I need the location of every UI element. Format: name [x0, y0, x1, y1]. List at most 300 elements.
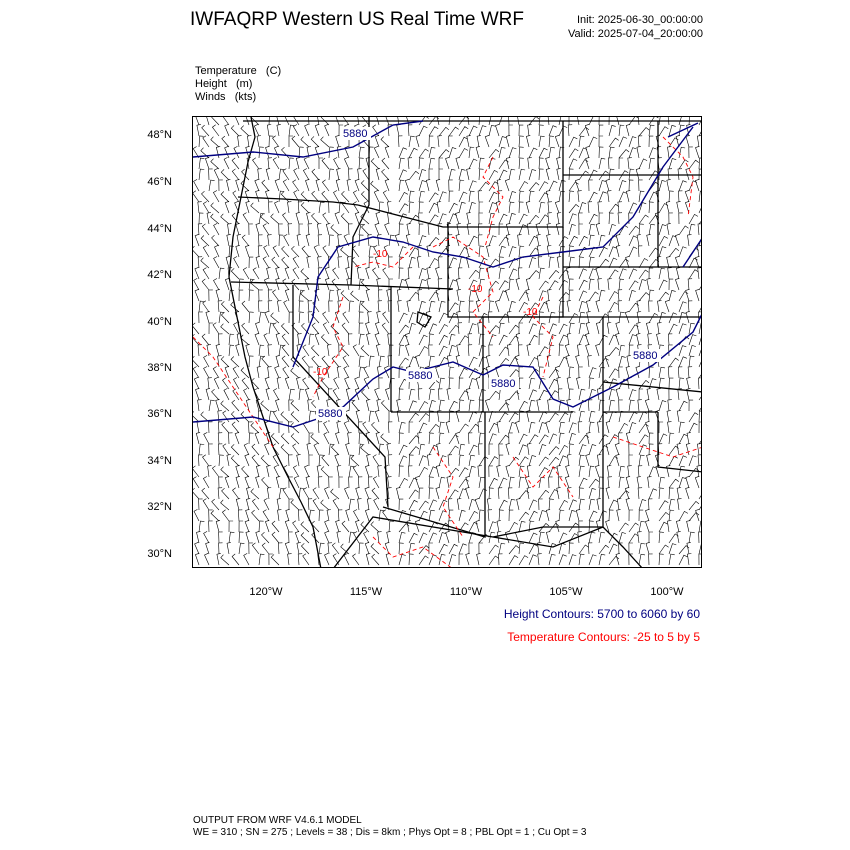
wind-barb: [357, 268, 361, 280]
wind-barb: [342, 323, 349, 334]
wind-barb: [243, 268, 249, 280]
wind-barb: [409, 323, 416, 334]
wind-barb: [265, 443, 270, 455]
wind-barb: [667, 179, 671, 191]
wind-barb: [283, 279, 289, 290]
wind-barb: [409, 357, 417, 367]
wind-barb: [353, 202, 359, 214]
wind-barb: [649, 192, 657, 202]
wind-barb: [449, 180, 453, 191]
wind-barb: [669, 159, 676, 170]
wind-barb: [479, 510, 484, 521]
wind-barb: [616, 454, 620, 466]
wind-barb: [499, 214, 507, 224]
wind-barb: [619, 411, 625, 422]
wind-barb: [527, 224, 531, 236]
wind-barb: [208, 466, 212, 477]
wind-barb: [519, 556, 528, 565]
wind-barb: [252, 444, 259, 455]
wind-barb: [212, 125, 219, 136]
wind-barb: [205, 553, 210, 565]
wind-barb: [439, 301, 445, 312]
wind-barb: [459, 180, 464, 191]
wind-barb: [679, 312, 686, 323]
wind-barb: [281, 191, 289, 202]
wind-barb: [557, 377, 561, 389]
wind-barb: [509, 522, 518, 532]
wind-barb: [418, 433, 422, 444]
wind-barb: [529, 511, 538, 521]
wind-barb: [306, 234, 310, 246]
wind-barb: [429, 477, 434, 488]
wind-barb: [606, 443, 610, 455]
wind-barb: [209, 323, 213, 334]
wind-barb: [209, 180, 215, 191]
wind-barb: [519, 445, 527, 455]
wind-barb: [225, 201, 229, 213]
wind-barb: [349, 224, 353, 235]
wind-barb: [488, 510, 492, 521]
wind-barb: [362, 389, 370, 400]
wind-barb: [675, 234, 679, 246]
wind-barb: [429, 334, 434, 345]
wind-barb: [575, 179, 579, 191]
wind-barb: [257, 367, 261, 379]
wind-barb: [459, 424, 469, 433]
wind-barb: [447, 388, 451, 400]
wind-barb: [579, 488, 584, 499]
wind-barb: [259, 312, 265, 323]
wind-barb: [557, 213, 561, 225]
wind-barb: [314, 443, 319, 455]
wind-barb: [285, 289, 289, 301]
wind-barb: [291, 412, 299, 423]
wind-barb: [397, 290, 401, 302]
wind-barb: [436, 179, 440, 191]
wind-barb: [245, 245, 249, 257]
wind-barb: [499, 147, 505, 158]
wind-barb: [249, 290, 254, 301]
wind-barb: [336, 432, 340, 444]
wind-barb: [639, 500, 646, 511]
wind-barb: [293, 125, 299, 137]
wind-barb: [212, 499, 219, 510]
wind-barb: [699, 323, 702, 334]
wind-barb: [529, 533, 537, 543]
wind-barb: [232, 158, 239, 169]
wind-barb: [365, 509, 369, 521]
wind-barb: [203, 268, 209, 279]
wind-barb: [317, 224, 321, 236]
wind-barb: [506, 465, 510, 477]
wind-barb: [259, 521, 264, 532]
wind-barb: [629, 510, 633, 521]
wind-barb: [537, 399, 541, 411]
wind-barb: [407, 223, 411, 235]
wind-barb: [529, 215, 539, 224]
wind-barb: [517, 498, 521, 510]
wind-barb: [548, 400, 552, 411]
wind-barb: [567, 455, 571, 467]
wind-barb: [675, 256, 679, 268]
wind-barb: [236, 344, 240, 356]
wind-barb: [677, 201, 681, 213]
wind-barb: [527, 444, 531, 456]
wind-barb: [399, 499, 403, 510]
wind-barb: [455, 212, 459, 224]
wind-barb: [319, 543, 325, 554]
wind-barb: [506, 234, 510, 246]
wind-barb: [429, 356, 435, 367]
wind-barb: [659, 204, 668, 214]
wind-barb: [236, 223, 240, 235]
wind-barb: [353, 191, 359, 203]
wind-barb: [243, 213, 249, 224]
wind-barb: [679, 324, 687, 334]
wind-barb: [348, 433, 352, 444]
wind-barb: [669, 554, 675, 565]
wind-barb: [199, 169, 204, 180]
wind-barb: [429, 169, 433, 180]
wind-barb: [576, 509, 580, 521]
wind-barb: [689, 214, 698, 224]
wind-barb: [669, 488, 674, 499]
wind-barb: [203, 455, 210, 466]
wind-barb: [231, 357, 239, 368]
wind-barb: [409, 389, 415, 400]
wind-barb: [375, 223, 379, 235]
wind-barb: [267, 267, 271, 279]
wind-barb: [399, 456, 407, 466]
wind-barb: [362, 224, 370, 235]
wind-barb: [285, 542, 289, 554]
wind-barb: [322, 191, 329, 202]
wind-barb: [567, 300, 571, 312]
wind-barb: [636, 168, 640, 180]
wind-barb: [596, 300, 600, 312]
wind-barb: [261, 455, 269, 466]
wind-barb: [649, 136, 653, 147]
wind-barb: [419, 444, 425, 455]
wind-barb: [343, 356, 349, 367]
wind-barb: [518, 345, 522, 356]
wind-barb: [324, 432, 329, 444]
wind-barb: [649, 489, 657, 499]
wind-barb: [469, 445, 477, 455]
wind-barb: [388, 422, 392, 433]
wind-barb: [457, 223, 461, 235]
wind-barb: [297, 454, 301, 466]
wind-barb: [438, 136, 442, 147]
wind-barb: [699, 346, 702, 356]
wind-barb: [319, 158, 323, 169]
wind-barb: [659, 225, 666, 236]
wind-barb: [419, 170, 426, 181]
wind-barb: [419, 546, 429, 554]
lat-label: 48°N: [147, 129, 172, 141]
wind-barb: [265, 311, 269, 323]
wind-barb: [419, 149, 429, 158]
wind-barb: [549, 147, 555, 158]
wind-barb: [259, 554, 264, 565]
wind-barb: [242, 466, 249, 477]
wind-barb: [499, 257, 504, 268]
wind-barb: [273, 323, 279, 334]
wind-barb: [227, 454, 231, 466]
wind-barb: [529, 456, 536, 467]
wind-barb: [338, 235, 342, 246]
wind-barb: [436, 366, 440, 378]
wind-barb: [609, 138, 619, 147]
wind-barb: [529, 358, 538, 368]
wind-barb: [289, 455, 293, 466]
wind-barb: [218, 488, 222, 499]
wind-barb: [276, 267, 280, 279]
wind-barb: [361, 279, 369, 290]
wind-barb: [193, 367, 199, 379]
wind-barb: [335, 333, 339, 345]
wind-barb: [569, 444, 574, 455]
valid-time: Valid: 2025-07-04_20:00:00: [568, 28, 703, 40]
wind-barb: [303, 169, 309, 181]
wind-barb: [273, 158, 279, 170]
wind-barb: [261, 401, 269, 411]
wind-barb: [198, 400, 202, 411]
wind-barb: [466, 487, 470, 499]
wind-barb: [529, 400, 535, 411]
wind-barb: [236, 179, 240, 191]
wind-barb: [519, 512, 529, 521]
wind-barb: [291, 500, 299, 510]
wind-barb: [409, 447, 419, 456]
wind-barb: [686, 135, 690, 147]
wind-barb: [218, 301, 222, 312]
wind-barb: [599, 367, 605, 378]
wind-barb: [439, 511, 447, 521]
wind-barb: [607, 323, 611, 335]
wind-barb: [368, 312, 372, 323]
wind-barb: [699, 191, 702, 202]
wind-barb: [679, 226, 689, 235]
wind-barb: [359, 543, 364, 554]
wind-barb: [368, 477, 372, 488]
wind-barb: [689, 335, 696, 345]
wind-barb: [285, 267, 289, 279]
wind-barb: [689, 224, 695, 235]
wind-barb: [309, 455, 313, 466]
wind-barb: [376, 344, 380, 356]
wind-barb: [579, 136, 584, 147]
wind-barb: [218, 422, 222, 433]
wind-barb: [616, 553, 620, 565]
wind-barb: [489, 170, 498, 180]
wind-barb: [637, 235, 641, 247]
wind-barb: [589, 214, 598, 224]
wind-barb: [669, 279, 673, 290]
wind-barb: [519, 466, 524, 477]
wind-barb: [649, 313, 658, 323]
wind-barb: [489, 457, 498, 466]
wind-barb: [235, 117, 239, 125]
wind-barb: [353, 345, 359, 356]
wind-barb: [397, 124, 401, 136]
wind-barb: [221, 401, 229, 411]
wind-barb: [409, 292, 419, 301]
wind-barb: [596, 267, 600, 279]
wind-barb: [678, 367, 682, 378]
wind-barb: [559, 456, 567, 466]
wind-barb: [677, 444, 681, 456]
wind-barb: [284, 234, 289, 246]
wind-barb: [315, 124, 319, 136]
wind-barb: [546, 300, 550, 312]
wind-barb: [467, 388, 471, 400]
wind-barb: [648, 499, 652, 510]
wind-barb: [262, 180, 269, 191]
wind-barb: [559, 292, 569, 301]
wind-barb: [569, 214, 577, 224]
wind-barb: [419, 269, 426, 280]
wind-barb: [314, 245, 319, 257]
wind-barb: [539, 158, 544, 169]
wind-barb: [232, 400, 239, 411]
wind-barb: [325, 124, 329, 136]
wind-barb: [479, 202, 483, 213]
wind-barb: [418, 389, 422, 400]
wind-barb: [313, 499, 319, 510]
wind-barb: [679, 401, 688, 411]
wind-barb: [476, 377, 480, 389]
wind-barb: [282, 356, 289, 367]
wind-barb: [497, 465, 501, 477]
wind-barb: [569, 389, 574, 400]
wind-barb: [223, 444, 229, 455]
wind-barb: [371, 181, 379, 191]
wind-barb: [579, 478, 587, 488]
wind-barb: [268, 367, 272, 378]
wind-barb: [322, 455, 329, 466]
lat-label: 34°N: [147, 455, 172, 467]
wind-barb: [214, 279, 220, 291]
wind-barb: [559, 324, 567, 334]
wind-barb: [312, 356, 319, 367]
wind-barb: [468, 433, 472, 444]
wind-barb: [449, 490, 458, 499]
wind-barb: [259, 356, 265, 367]
wind-barb: [265, 520, 269, 532]
wind-barb: [365, 487, 369, 499]
wind-barb: [289, 400, 293, 411]
wind-barb: [202, 125, 209, 136]
wind-barb: [298, 334, 302, 345]
wind-barb: [291, 423, 299, 433]
wind-barb: [419, 202, 424, 213]
wind-barb: [497, 180, 501, 192]
wind-barb: [519, 434, 527, 444]
wind-barb: [529, 422, 535, 433]
wind-barb: [193, 323, 199, 334]
wind-barb: [616, 245, 620, 257]
wind-barb: [429, 259, 438, 269]
wind-barb: [569, 411, 575, 422]
wind-barb: [546, 190, 550, 202]
wind-barb: [609, 147, 615, 158]
wind-barb: [255, 432, 259, 444]
wind-barb: [321, 466, 329, 477]
wind-barb: [659, 554, 664, 565]
wind-barb: [676, 520, 680, 532]
wind-barb: [639, 455, 645, 466]
wind-barb: [354, 510, 360, 522]
wind-barb: [469, 424, 479, 433]
wind-barb: [585, 333, 589, 345]
wind-barb: [225, 278, 229, 290]
wind-barb: [629, 400, 635, 411]
wind-barb: [239, 290, 243, 301]
wind-barb: [318, 257, 322, 268]
wind-barb: [235, 432, 239, 444]
wind-barb: [216, 399, 220, 411]
wind-barb: [668, 400, 672, 411]
wind-barb: [539, 468, 548, 477]
wind-barb: [658, 301, 662, 312]
lon-label: 115°W: [349, 586, 383, 598]
wind-barb: [497, 521, 501, 533]
wind-barb: [638, 136, 642, 147]
wind-barb: [589, 269, 597, 279]
wind-barb: [212, 466, 219, 477]
wind-barb: [427, 267, 431, 279]
wind-barb: [579, 367, 583, 378]
wind-barb: [586, 146, 590, 158]
wind-barb: [439, 335, 448, 345]
wind-barb: [536, 223, 540, 235]
wind-barb: [657, 388, 661, 400]
wind-barb: [469, 147, 474, 158]
wind-barb: [519, 147, 524, 158]
wind-barb: [559, 500, 568, 510]
wind-barb: [489, 236, 497, 246]
wind-barb: [569, 314, 578, 324]
wind-barb: [325, 553, 330, 565]
wind-barb: [323, 213, 329, 224]
wind-barb: [206, 311, 210, 323]
wind-barb: [505, 531, 509, 543]
wind-barb: [376, 432, 380, 444]
wind-barb: [599, 532, 605, 543]
wind-barb: [679, 478, 686, 489]
wind-barb: [301, 291, 309, 301]
wind-barb: [266, 388, 270, 400]
wind-barb: [597, 455, 601, 467]
wind-barb: [579, 445, 586, 455]
wind-barb: [567, 267, 571, 279]
wind-barb: [359, 356, 364, 367]
wind-barb: [649, 467, 657, 477]
wind-barb: [626, 366, 630, 378]
wind-barb: [199, 312, 203, 323]
wind-barb: [344, 421, 349, 433]
wind-barb: [448, 235, 452, 246]
wind-barb: [204, 355, 209, 367]
wind-barb: [239, 279, 244, 290]
wind-barb: [529, 521, 534, 532]
wind-barb: [549, 467, 557, 477]
wind-barb: [269, 554, 273, 565]
wind-barb: [637, 322, 641, 334]
wind-barb: [375, 322, 379, 334]
wind-barb: [337, 367, 341, 379]
